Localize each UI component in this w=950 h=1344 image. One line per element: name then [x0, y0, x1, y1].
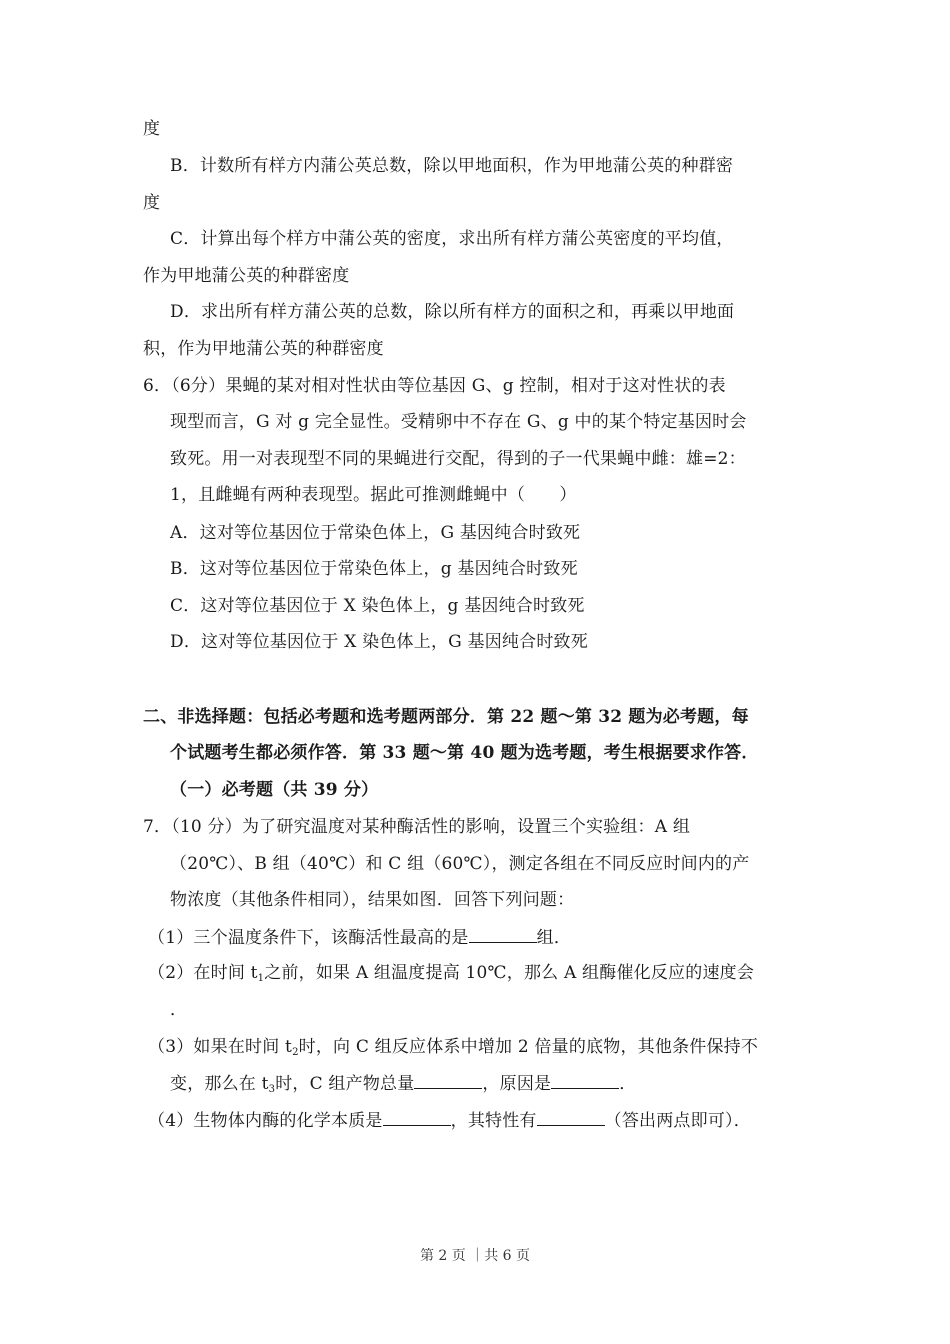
q5-option-b-line1: B．计数所有样方内蒲公英总数，除以甲地面积，作为甲地蒲公英的种群密: [170, 156, 734, 176]
page-footer: 第 2 页 ｜共 6 页: [419, 1248, 531, 1264]
q6-option-c: C．这对等位基因位于 X 染色体上，g 基因纯合时致死: [170, 596, 585, 616]
answer-blank[interactable]: [537, 1109, 605, 1126]
q6-stem-line1: 6．（6分）果蝇的某对相对性状由等位基因 G、g 控制，相对于这对性状的表: [143, 376, 726, 396]
answer-blank[interactable]: [414, 1072, 482, 1089]
q7-sub3-line2: 变，那么在 $t_3$时，C 组产物总量 ，原因是 ．: [170, 1074, 637, 1095]
section-2-heading-line2: 个试题考生都必须作答．第 33 题～第 40 题为选考题，考生根据要求作答．: [170, 743, 759, 763]
q5-option-b-line2: 度: [143, 193, 161, 213]
q7-stem-line3: 物浓度（其他条件相同），结果如图．回答下列问题：: [170, 890, 575, 910]
answer-blank[interactable]: [383, 1109, 451, 1126]
q6-option-d: D．这对等位基因位于 X 染色体上，G 基因纯合时致死: [170, 632, 588, 652]
q5-option-c-line2: 作为甲地蒲公英的种群密度: [143, 266, 350, 286]
q5-line-tail: 度: [143, 119, 161, 139]
q6-stem-line3: 致死。用一对表现型不同的果蝇进行交配，得到的子一代果蝇中雌：雄=2：: [170, 449, 746, 469]
section-2-heading-line1: 二、非选择题：包括必考题和选考题两部分．第 22 题～第 32 题为必考题，每: [143, 707, 749, 727]
section-2-subheading: （一）必考题（共 39 分）: [170, 780, 379, 800]
q7-stem-line1: 7．（10 分）为了研究温度对某种酶活性的影响，设置三个实验组：A 组: [143, 817, 691, 837]
q7-sub2: （2）在时间 $t_1$之前，如果 A 组温度提高 10℃，那么 A 组酶催化反应的速度会: [148, 963, 755, 984]
q5-option-d-line1: D．求出所有样方蒲公英的总数，除以所有样方的面积之和，再乘以甲地面: [170, 302, 735, 322]
q6-stem-line2: 现型而言，G 对 g 完全显性。受精卵中不存在 G、g 中的某个特定基因时会: [170, 412, 747, 432]
q5-option-c-line1: C．计算出每个样方中蒲公英的密度，求出所有样方蒲公英密度的平均值，: [170, 229, 734, 249]
q7-stem-line2: （20℃）、B 组（40℃）和 C 组（60℃），测定各组在不同反应时间内的产: [170, 854, 750, 874]
q7-sub3-line1: （3）如果在时间 $t_2$时，向 C 组反应体系中增加 2 倍量的底物，其他条件保持不: [148, 1037, 759, 1058]
answer-blank[interactable]: [469, 926, 537, 943]
q6-option-a: A．这对等位基因位于常染色体上，G 基因纯合时致死: [170, 523, 581, 543]
q7-sub1: （1）三个温度条件下，该酶活性最高的是 组．: [148, 928, 572, 948]
q6-stem-line4: 1，且雌蝇有两种表现型。据此可推测雌蝇中（ ）: [170, 485, 577, 505]
q6-option-b: B．这对等位基因位于常染色体上，g 基因纯合时致死: [170, 559, 578, 579]
answer-blank[interactable]: [551, 1072, 619, 1089]
q7-sub2-end: ．: [170, 1000, 188, 1020]
q5-option-d-line2: 积，作为甲地蒲公英的种群密度: [143, 339, 384, 359]
q7-sub4: （4）生物体内酶的化学本质是 ，其特性有 （答出两点即可）．: [148, 1111, 751, 1131]
